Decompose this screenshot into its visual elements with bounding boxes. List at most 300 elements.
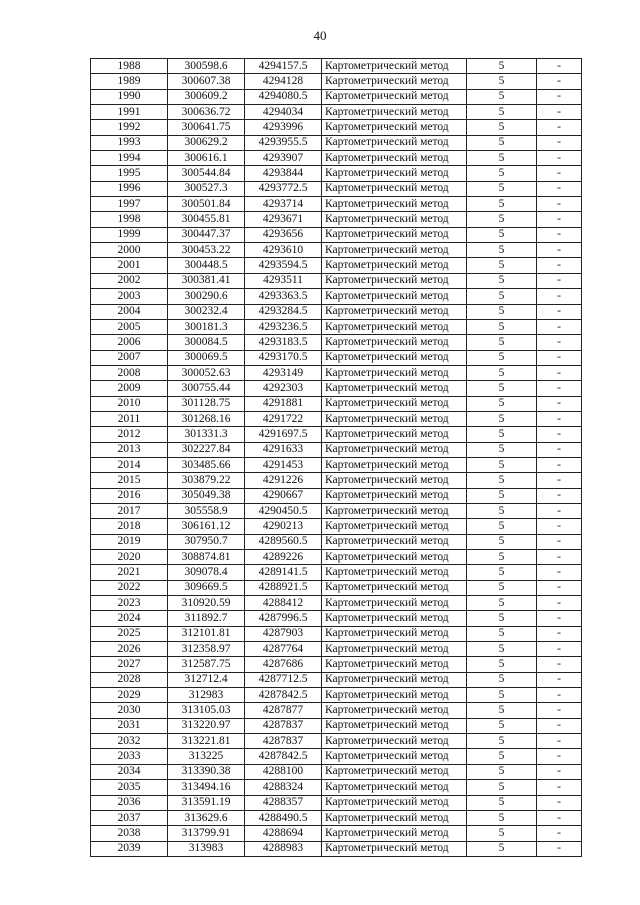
y-coordinate-cell: 4287837: [245, 734, 322, 749]
x-coordinate-cell: 312587.75: [168, 657, 245, 672]
table-row: [91, 74, 582, 89]
accuracy-cell: 5: [467, 565, 537, 580]
note-cell: -: [537, 74, 582, 89]
method-cell: Картометрический метод: [322, 550, 467, 565]
y-coordinate-cell: 4294128: [245, 74, 322, 89]
method-cell: Картометрический метод: [322, 411, 467, 426]
note-cell: -: [537, 289, 582, 304]
point-number-cell: 2031: [91, 718, 168, 733]
table-row: [91, 626, 582, 641]
method-cell: Картометрический метод: [322, 120, 467, 135]
method-cell: Картометрический метод: [322, 59, 467, 74]
accuracy-cell: 5: [467, 197, 537, 212]
note-cell: -: [537, 304, 582, 319]
table-row: [91, 258, 582, 273]
y-coordinate-cell: 4288983: [245, 841, 322, 856]
note-cell: -: [537, 457, 582, 472]
table-row: [91, 151, 582, 166]
y-coordinate-cell: 4293149: [245, 365, 322, 380]
note-cell: -: [537, 120, 582, 135]
method-cell: Картометрический метод: [322, 534, 467, 549]
table-row: [91, 135, 582, 150]
note-cell: -: [537, 503, 582, 518]
method-cell: Картометрический метод: [322, 810, 467, 825]
y-coordinate-cell: 4287686: [245, 657, 322, 672]
point-number-cell: 2017: [91, 503, 168, 518]
y-coordinate-cell: 4293656: [245, 227, 322, 242]
point-number-cell: 2011: [91, 411, 168, 426]
method-cell: Картометрический метод: [322, 688, 467, 703]
point-number-cell: 1995: [91, 166, 168, 181]
x-coordinate-cell: 301331.3: [168, 427, 245, 442]
note-cell: -: [537, 273, 582, 288]
point-number-cell: 2006: [91, 335, 168, 350]
y-coordinate-cell: 4293363.5: [245, 289, 322, 304]
point-number-cell: 2015: [91, 473, 168, 488]
accuracy-cell: 5: [467, 457, 537, 472]
method-cell: Картометрический метод: [322, 734, 467, 749]
point-number-cell: 2025: [91, 626, 168, 641]
table-row: [91, 565, 582, 580]
method-cell: Картометрический метод: [322, 657, 467, 672]
method-cell: Картометрический метод: [322, 703, 467, 718]
table-row: [91, 411, 582, 426]
x-coordinate-cell: 300629.2: [168, 135, 245, 150]
table-row: [91, 181, 582, 196]
x-coordinate-cell: 300453.22: [168, 243, 245, 258]
table-row: [91, 212, 582, 227]
accuracy-cell: 5: [467, 227, 537, 242]
table-row: [91, 350, 582, 365]
point-number-cell: 2030: [91, 703, 168, 718]
accuracy-cell: 5: [467, 120, 537, 135]
table-row: [91, 304, 582, 319]
table-row: [91, 243, 582, 258]
x-coordinate-cell: 309078.4: [168, 565, 245, 580]
method-cell: Картометрический метод: [322, 212, 467, 227]
method-cell: Картометрический метод: [322, 672, 467, 687]
y-coordinate-cell: 4293714: [245, 197, 322, 212]
y-coordinate-cell: 4294157.5: [245, 59, 322, 74]
note-cell: -: [537, 703, 582, 718]
x-coordinate-cell: 301128.75: [168, 396, 245, 411]
x-coordinate-cell: 300527.3: [168, 181, 245, 196]
accuracy-cell: 5: [467, 304, 537, 319]
note-cell: -: [537, 105, 582, 120]
note-cell: -: [537, 810, 582, 825]
point-number-cell: 2007: [91, 350, 168, 365]
note-cell: -: [537, 197, 582, 212]
accuracy-cell: 5: [467, 289, 537, 304]
method-cell: Картометрический метод: [322, 795, 467, 810]
method-cell: Картометрический метод: [322, 365, 467, 380]
note-cell: -: [537, 350, 582, 365]
y-coordinate-cell: 4293170.5: [245, 350, 322, 365]
x-coordinate-cell: 303879.22: [168, 473, 245, 488]
method-cell: Картометрический метод: [322, 105, 467, 120]
method-cell: Картометрический метод: [322, 427, 467, 442]
note-cell: -: [537, 442, 582, 457]
point-number-cell: 2024: [91, 611, 168, 626]
table-row: [91, 120, 582, 135]
point-number-cell: 1989: [91, 74, 168, 89]
method-cell: Картометрический метод: [322, 289, 467, 304]
note-cell: -: [537, 258, 582, 273]
method-cell: Картометрический метод: [322, 227, 467, 242]
accuracy-cell: 5: [467, 319, 537, 334]
accuracy-cell: 5: [467, 396, 537, 411]
accuracy-cell: 5: [467, 642, 537, 657]
x-coordinate-cell: 300544.84: [168, 166, 245, 181]
method-cell: Картометрический метод: [322, 135, 467, 150]
y-coordinate-cell: 4293610: [245, 243, 322, 258]
method-cell: Картометрический метод: [322, 611, 467, 626]
method-cell: Картометрический метод: [322, 151, 467, 166]
accuracy-cell: 5: [467, 503, 537, 518]
accuracy-cell: 5: [467, 427, 537, 442]
note-cell: -: [537, 488, 582, 503]
note-cell: -: [537, 381, 582, 396]
y-coordinate-cell: 4290667: [245, 488, 322, 503]
point-number-cell: 2012: [91, 427, 168, 442]
y-coordinate-cell: 4289226: [245, 550, 322, 565]
point-number-cell: 2001: [91, 258, 168, 273]
table-row: [91, 197, 582, 212]
x-coordinate-cell: 302227.84: [168, 442, 245, 457]
point-number-cell: 2034: [91, 764, 168, 779]
point-number-cell: 2026: [91, 642, 168, 657]
note-cell: -: [537, 611, 582, 626]
point-number-cell: 2020: [91, 550, 168, 565]
y-coordinate-cell: 4290213: [245, 519, 322, 534]
table-row: [91, 442, 582, 457]
y-coordinate-cell: 4287877: [245, 703, 322, 718]
y-coordinate-cell: 4287764: [245, 642, 322, 657]
point-number-cell: 1998: [91, 212, 168, 227]
y-coordinate-cell: 4288324: [245, 780, 322, 795]
note-cell: -: [537, 764, 582, 779]
table-row: [91, 718, 582, 733]
y-coordinate-cell: 4293772.5: [245, 181, 322, 196]
method-cell: Картометрический метод: [322, 457, 467, 472]
x-coordinate-cell: 300598.6: [168, 59, 245, 74]
note-cell: -: [537, 626, 582, 641]
x-coordinate-cell: 300232.4: [168, 304, 245, 319]
point-number-cell: 2016: [91, 488, 168, 503]
note-cell: -: [537, 749, 582, 764]
accuracy-cell: 5: [467, 74, 537, 89]
accuracy-cell: 5: [467, 580, 537, 595]
y-coordinate-cell: 4287903: [245, 626, 322, 641]
x-coordinate-cell: 311892.7: [168, 611, 245, 626]
accuracy-cell: 5: [467, 381, 537, 396]
note-cell: -: [537, 688, 582, 703]
table-row: [91, 227, 582, 242]
x-coordinate-cell: 300609.2: [168, 89, 245, 104]
note-cell: -: [537, 734, 582, 749]
table-row: [91, 596, 582, 611]
note-cell: -: [537, 135, 582, 150]
x-coordinate-cell: 313221.81: [168, 734, 245, 749]
accuracy-cell: 5: [467, 626, 537, 641]
y-coordinate-cell: 4293236.5: [245, 319, 322, 334]
y-coordinate-cell: 4293284.5: [245, 304, 322, 319]
point-number-cell: 2039: [91, 841, 168, 856]
x-coordinate-cell: 309669.5: [168, 580, 245, 595]
point-number-cell: 2019: [91, 534, 168, 549]
accuracy-cell: 5: [467, 795, 537, 810]
method-cell: Картометрический метод: [322, 473, 467, 488]
y-coordinate-cell: 4288921.5: [245, 580, 322, 595]
y-coordinate-cell: 4291697.5: [245, 427, 322, 442]
point-number-cell: 1999: [91, 227, 168, 242]
point-number-cell: 2033: [91, 749, 168, 764]
x-coordinate-cell: 300052.63: [168, 365, 245, 380]
note-cell: -: [537, 519, 582, 534]
note-cell: -: [537, 580, 582, 595]
point-number-cell: 2002: [91, 273, 168, 288]
point-number-cell: 2014: [91, 457, 168, 472]
accuracy-cell: 5: [467, 718, 537, 733]
y-coordinate-cell: 4287712.5: [245, 672, 322, 687]
accuracy-cell: 5: [467, 841, 537, 856]
table-row: [91, 826, 582, 841]
x-coordinate-cell: 300616.1: [168, 151, 245, 166]
y-coordinate-cell: 4293671: [245, 212, 322, 227]
method-cell: Картометрический метод: [322, 749, 467, 764]
x-coordinate-cell: 300447.37: [168, 227, 245, 242]
y-coordinate-cell: 4293955.5: [245, 135, 322, 150]
table-row: [91, 672, 582, 687]
method-cell: Картометрический метод: [322, 396, 467, 411]
x-coordinate-cell: 313390.38: [168, 764, 245, 779]
y-coordinate-cell: 4293844: [245, 166, 322, 181]
method-cell: Картометрический метод: [322, 181, 467, 196]
point-number-cell: 2005: [91, 319, 168, 334]
point-number-cell: 2009: [91, 381, 168, 396]
x-coordinate-cell: 313799.91: [168, 826, 245, 841]
accuracy-cell: 5: [467, 243, 537, 258]
table-row: [91, 688, 582, 703]
note-cell: -: [537, 780, 582, 795]
y-coordinate-cell: 4288100: [245, 764, 322, 779]
accuracy-cell: 5: [467, 442, 537, 457]
method-cell: Картометрический метод: [322, 841, 467, 856]
point-number-cell: 2038: [91, 826, 168, 841]
note-cell: -: [537, 59, 582, 74]
x-coordinate-cell: 300636.72: [168, 105, 245, 120]
x-coordinate-cell: 300290.6: [168, 289, 245, 304]
accuracy-cell: 5: [467, 350, 537, 365]
note-cell: -: [537, 181, 582, 196]
y-coordinate-cell: 4293594.5: [245, 258, 322, 273]
method-cell: Картометрический метод: [322, 89, 467, 104]
point-number-cell: 2013: [91, 442, 168, 457]
point-number-cell: 2029: [91, 688, 168, 703]
method-cell: Картометрический метод: [322, 780, 467, 795]
accuracy-cell: 5: [467, 181, 537, 196]
table-row: [91, 457, 582, 472]
table-row: [91, 703, 582, 718]
method-cell: Картометрический метод: [322, 273, 467, 288]
x-coordinate-cell: 300755.44: [168, 381, 245, 396]
table-row: [91, 166, 582, 181]
table-row: [91, 427, 582, 442]
point-number-cell: 2035: [91, 780, 168, 795]
table-row: [91, 580, 582, 595]
y-coordinate-cell: 4287842.5: [245, 749, 322, 764]
accuracy-cell: 5: [467, 411, 537, 426]
point-number-cell: 1993: [91, 135, 168, 150]
table-row: [91, 749, 582, 764]
accuracy-cell: 5: [467, 519, 537, 534]
accuracy-cell: 5: [467, 657, 537, 672]
note-cell: -: [537, 335, 582, 350]
table-row: [91, 657, 582, 672]
accuracy-cell: 5: [467, 596, 537, 611]
note-cell: -: [537, 841, 582, 856]
table-row: [91, 335, 582, 350]
x-coordinate-cell: 313983: [168, 841, 245, 856]
note-cell: -: [537, 427, 582, 442]
point-number-cell: 2010: [91, 396, 168, 411]
x-coordinate-cell: 300607.38: [168, 74, 245, 89]
x-coordinate-cell: 303485.66: [168, 457, 245, 472]
table-row: [91, 319, 582, 334]
note-cell: -: [537, 227, 582, 242]
y-coordinate-cell: 4287996.5: [245, 611, 322, 626]
table-row: [91, 289, 582, 304]
note-cell: -: [537, 243, 582, 258]
method-cell: Картометрический метод: [322, 350, 467, 365]
table-row: [91, 89, 582, 104]
accuracy-cell: 5: [467, 688, 537, 703]
note-cell: -: [537, 718, 582, 733]
page-number: 40: [313, 28, 327, 43]
accuracy-cell: 5: [467, 59, 537, 74]
method-cell: Картометрический метод: [322, 565, 467, 580]
accuracy-cell: 5: [467, 611, 537, 626]
method-cell: Картометрический метод: [322, 488, 467, 503]
x-coordinate-cell: 312358.97: [168, 642, 245, 657]
accuracy-cell: 5: [467, 258, 537, 273]
point-number-cell: 2008: [91, 365, 168, 380]
note-cell: -: [537, 565, 582, 580]
x-coordinate-cell: 313494.16: [168, 780, 245, 795]
point-number-cell: 1996: [91, 181, 168, 196]
note-cell: -: [537, 672, 582, 687]
accuracy-cell: 5: [467, 105, 537, 120]
table-row: [91, 519, 582, 534]
note-cell: -: [537, 795, 582, 810]
y-coordinate-cell: 4288694: [245, 826, 322, 841]
method-cell: Картометрический метод: [322, 596, 467, 611]
x-coordinate-cell: 306161.12: [168, 519, 245, 534]
note-cell: -: [537, 212, 582, 227]
y-coordinate-cell: 4291722: [245, 411, 322, 426]
note-cell: -: [537, 411, 582, 426]
table-row: [91, 534, 582, 549]
table-row: [91, 105, 582, 120]
y-coordinate-cell: 4293907: [245, 151, 322, 166]
note-cell: -: [537, 534, 582, 549]
method-cell: Картометрический метод: [322, 258, 467, 273]
point-number-cell: 1988: [91, 59, 168, 74]
y-coordinate-cell: 4291226: [245, 473, 322, 488]
y-coordinate-cell: 4294034: [245, 105, 322, 120]
accuracy-cell: 5: [467, 151, 537, 166]
coordinates-table: [90, 58, 582, 857]
accuracy-cell: 5: [467, 488, 537, 503]
y-coordinate-cell: 4291881: [245, 396, 322, 411]
y-coordinate-cell: 4293511: [245, 273, 322, 288]
note-cell: -: [537, 550, 582, 565]
accuracy-cell: 5: [467, 550, 537, 565]
y-coordinate-cell: 4289141.5: [245, 565, 322, 580]
accuracy-cell: 5: [467, 749, 537, 764]
y-coordinate-cell: 4287837: [245, 718, 322, 733]
method-cell: Картометрический метод: [322, 626, 467, 641]
x-coordinate-cell: 300069.5: [168, 350, 245, 365]
y-coordinate-cell: 4289560.5: [245, 534, 322, 549]
x-coordinate-cell: 300641.75: [168, 120, 245, 135]
y-coordinate-cell: 4293183.5: [245, 335, 322, 350]
point-number-cell: 2000: [91, 243, 168, 258]
x-coordinate-cell: 313591.19: [168, 795, 245, 810]
point-number-cell: 2037: [91, 810, 168, 825]
x-coordinate-cell: 310920.59: [168, 596, 245, 611]
accuracy-cell: 5: [467, 273, 537, 288]
x-coordinate-cell: 312101.81: [168, 626, 245, 641]
note-cell: -: [537, 657, 582, 672]
method-cell: Картометрический метод: [322, 166, 467, 181]
x-coordinate-cell: 300448.5: [168, 258, 245, 273]
accuracy-cell: 5: [467, 335, 537, 350]
point-number-cell: 2023: [91, 596, 168, 611]
method-cell: Картометрический метод: [322, 519, 467, 534]
point-number-cell: 2027: [91, 657, 168, 672]
method-cell: Картометрический метод: [322, 243, 467, 258]
table-row: [91, 642, 582, 657]
table-row: [91, 59, 582, 74]
method-cell: Картометрический метод: [322, 197, 467, 212]
table-row: [91, 473, 582, 488]
note-cell: -: [537, 396, 582, 411]
point-number-cell: 2036: [91, 795, 168, 810]
accuracy-cell: 5: [467, 135, 537, 150]
table-row: [91, 396, 582, 411]
x-coordinate-cell: 300181.3: [168, 319, 245, 334]
accuracy-cell: 5: [467, 365, 537, 380]
method-cell: Картометрический метод: [322, 718, 467, 733]
point-number-cell: 1994: [91, 151, 168, 166]
table-row: [91, 381, 582, 396]
x-coordinate-cell: 313105.03: [168, 703, 245, 718]
method-cell: Картометрический метод: [322, 335, 467, 350]
y-coordinate-cell: 4294080.5: [245, 89, 322, 104]
accuracy-cell: 5: [467, 166, 537, 181]
x-coordinate-cell: 300455.81: [168, 212, 245, 227]
note-cell: -: [537, 319, 582, 334]
x-coordinate-cell: 301268.16: [168, 411, 245, 426]
note-cell: -: [537, 365, 582, 380]
point-number-cell: 2003: [91, 289, 168, 304]
point-number-cell: 2022: [91, 580, 168, 595]
x-coordinate-cell: 312712.4: [168, 672, 245, 687]
method-cell: Картометрический метод: [322, 304, 467, 319]
x-coordinate-cell: 308874.81: [168, 550, 245, 565]
point-number-cell: 1997: [91, 197, 168, 212]
